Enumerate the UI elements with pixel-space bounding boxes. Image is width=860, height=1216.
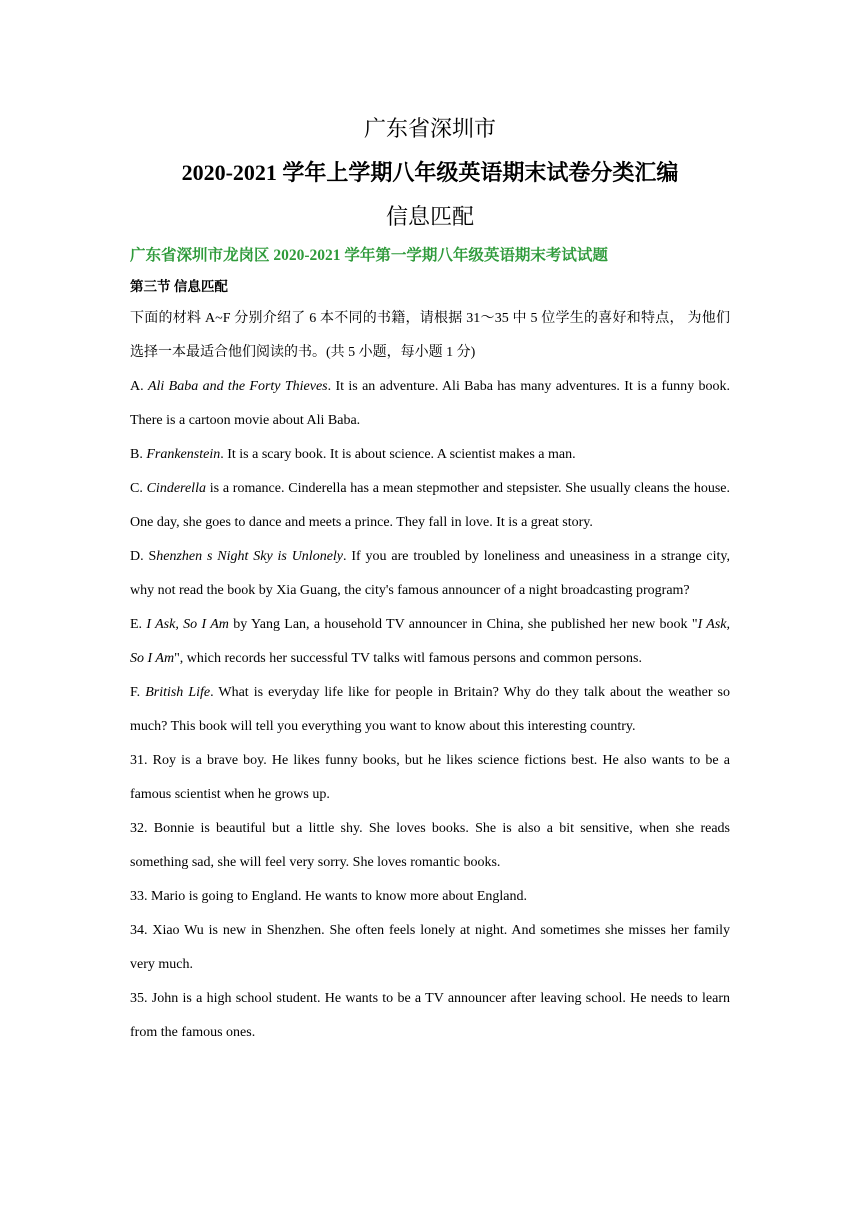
- instructions: 下面的材料 A~F 分别介绍了 6 本不同的书籍，请根据 31～35 中 5 位学生的喜好和特点， 为他们选择一本最适合他们阅读的书。(共 5 小题，每小题 1 分): [130, 311, 730, 360]
- option-f: F. British Life. What is everyday life like for people in Britain? Why do they talk about the weather so much? This book will tell you everything you want to know about this interesting country.: [130, 685, 730, 734]
- question-35: 35. John is a high school student. He wants to be a TV announcer after leaving school. He needs to learn from the famous ones.: [130, 991, 730, 1040]
- title-topic: 信息匹配: [385, 204, 474, 229]
- title-year-exam: 2020-2021 学年上学期八年级英语期末试卷分类汇编: [181, 160, 679, 185]
- option-b: B. Frankenstein. It is a scary book. It is about science. A scientist makes a man.: [130, 447, 576, 462]
- book-title: I Ask, So I Am: [130, 617, 731, 666]
- option-c: C. Cinderella is a romance. Cinderella has a mean stepmother and stepsister. She usually cleans the house. One day, she goes to dance and meets a prince. They fall in love. It is a great story.: [130, 481, 730, 530]
- question-31: 31. Roy is a brave boy. He likes funny books, but he likes science fictions best. He also wants to be a famous scientist when he grows up.: [130, 753, 730, 802]
- book-title: I Ask, So I Am: [146, 617, 229, 632]
- option-a: A. Ali Baba and the Forty Thieves. It is an adventure. Ali Baba has many adventures. It is a funny book. There is a cartoon movie about Ali Baba.: [130, 379, 730, 428]
- section-heading: 第三节 信息匹配: [130, 279, 228, 294]
- option-d: D. Shenzhen s Night Sky is Unlonely. If you are troubled by loneliness and uneasiness in a strange city, why not read the book by Xia Guang, the city's famous announcer of a night broadcasting program?: [130, 549, 730, 598]
- title-region: 广东省深圳市: [363, 116, 496, 141]
- question-34: 34. Xiao Wu is new in Shenzhen. She often feels lonely at night. And sometimes she misses her family very much.: [130, 923, 730, 972]
- book-title: Frankenstein: [146, 447, 221, 462]
- option-e: E. I Ask, So I Am by Yang Lan, a household TV announcer in China, she published her new book "I Ask, So I Am", which records her successful TV talks witl famous persons and common persons.: [130, 617, 731, 666]
- book-title: henzhen s Night Sky is Unlonely: [156, 549, 344, 564]
- question-33: 33. Mario is going to England. He wants to know more about England.: [130, 889, 527, 904]
- question-32: 32. Bonnie is beautiful but a little shy. She loves books. She is also a bit sensitive, when she reads something sad, she will feel very sorry. She loves romantic books.: [130, 821, 730, 870]
- document-page: [130, 112, 730, 1050]
- book-title: British Life: [145, 685, 211, 700]
- book-title: Ali Baba and the Forty Thieves: [147, 379, 328, 394]
- book-title: Cinderella: [146, 481, 206, 496]
- source-subtitle: 广东省深圳市龙岗区 2020-2021 学年第一学期八年级英语期末考试试题: [130, 247, 608, 264]
